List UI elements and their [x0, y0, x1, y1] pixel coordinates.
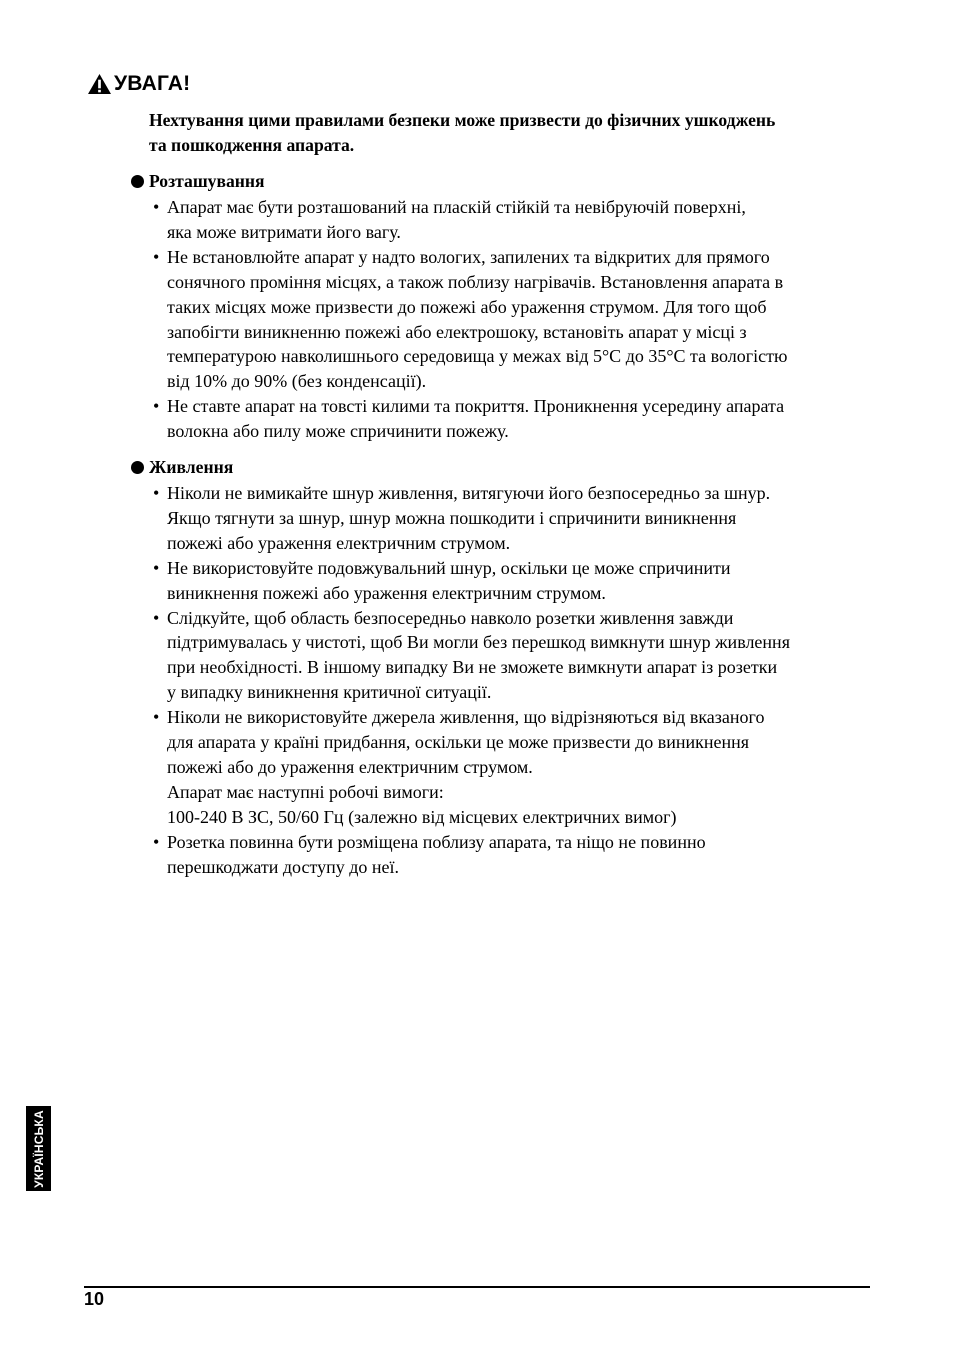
list-item-line: пожежі або до ураження електричним струмом. [167, 756, 533, 777]
page-number: 10 [84, 1289, 105, 1309]
list-item-line: Слідкуйте, щоб область безпосередньо навколо розетки живлення завжди [167, 607, 734, 628]
intro-line: Нехтування цими правилами безпеки може призвести до фізичних ушкоджень [149, 110, 776, 130]
power-list [153, 481, 883, 880]
bullet-dot-icon: • [153, 483, 160, 503]
section-title-text: Живлення [149, 456, 234, 477]
list-item-line: Не встановлюйте апарат у надто вологих, запилених та відкритих для прямого [167, 246, 770, 267]
language-side-tab [26, 1106, 51, 1191]
list-item [153, 245, 883, 394]
list-item-line: виникнення пожежі або ураження електричним струмом. [167, 582, 606, 603]
list-item-line: Ніколи не вимикайте шнур живлення, витягуючи його безпосередньо за шнур. [167, 483, 771, 503]
bullet-dot-icon: • [153, 557, 160, 578]
list-item-line: 100-240 В ЗС, 50/60 Гц (залежно від місцевих електричних вимог) [167, 806, 677, 827]
section-title-text: Розташування [149, 170, 265, 191]
list-item [153, 556, 883, 606]
list-item-line: при необхідності. В іншому випадку Ви не зможете вимкнути апарат із розетки [167, 657, 778, 678]
list-item [153, 705, 883, 830]
list-item-line: у випадку виникнення критичної ситуації. [167, 682, 492, 703]
footer-rule [84, 1286, 870, 1288]
list-item-line: від 10% до 90% (без конденсації). [167, 371, 427, 392]
bullet-dot-icon: • [153, 396, 160, 417]
list-item-line: таких місцях може призвести до пожежі або ураження струмом. Для того щоб [167, 296, 767, 317]
warning-title: УВАГА! [114, 72, 191, 95]
bullet-dot-icon: • [153, 707, 160, 728]
warning-heading [87, 70, 190, 98]
list-item-line: Не ставте апарат на товсті килими та покриття. Проникнення усередину апарата [167, 396, 785, 417]
bullet-dot-icon: • [153, 607, 160, 628]
list-item-line: Апарат має наступні робочі вимоги: [167, 781, 444, 802]
list-item-line: запобігти виникненню пожежі або електрошоку, встановіть апарат у місці з [167, 321, 747, 342]
list-item-line: Ніколи не використовуйте джерела живлення, що відрізняються від вказаного [167, 707, 765, 728]
list-item [153, 394, 883, 444]
list-item-line: Не використовуйте подовжувальний шнур, оскільки це може спричинити [167, 557, 731, 578]
warning-triangle-icon [87, 73, 112, 95]
language-tab-label: УКРАЇНСЬКА [31, 1109, 46, 1188]
list-item-line: підтримувалась у чистоті, щоб Ви могли без перешкод вимкнути шнур живлення [167, 632, 790, 653]
bullet-dot-icon: • [153, 831, 160, 852]
list-item-line: для апарата у країні придбання, оскільки це може призвести до виникнення [167, 732, 750, 753]
list-item-line: Якщо тягнути за шнур, шнур можна пошкодити і спричинити виникнення [167, 507, 737, 528]
warning-intro [149, 108, 879, 158]
intro-line: та пошкодження апарата. [149, 135, 355, 155]
list-item-line: яка може витримати його вагу. [167, 221, 401, 242]
list-item-line: Розетка повинна бути розміщена поблизу апарата, та ніщо не повинно [167, 831, 706, 852]
list-item-line: Апарат має бути розташований на пласкій стійкій та невібруючій поверхні, [167, 197, 746, 217]
list-item-line: волокна або пилу може спричинити пожежу. [167, 421, 509, 442]
filled-circle-bullet-icon [131, 175, 144, 188]
list-item-line: сонячного проміння місцях, а також поблизу нагрівачів. Встановлення апарата в [167, 271, 784, 292]
list-item [153, 830, 883, 880]
bullet-dot-icon: • [153, 246, 160, 267]
list-item [153, 195, 883, 245]
list-item-line: температурою навколишнього середовища у межах від 5°C до 35°C та вологістю [167, 346, 788, 367]
section-title-location [131, 169, 265, 193]
list-item-line: пожежі або ураження електричним струмом. [167, 532, 511, 553]
list-item-line: перешкоджати доступу до неї. [167, 856, 400, 877]
list-item [153, 606, 883, 706]
filled-circle-bullet-icon [131, 461, 144, 474]
location-list [153, 195, 883, 444]
section-title-power [131, 455, 233, 479]
bullet-dot-icon: • [153, 197, 160, 217]
list-item [153, 481, 883, 556]
